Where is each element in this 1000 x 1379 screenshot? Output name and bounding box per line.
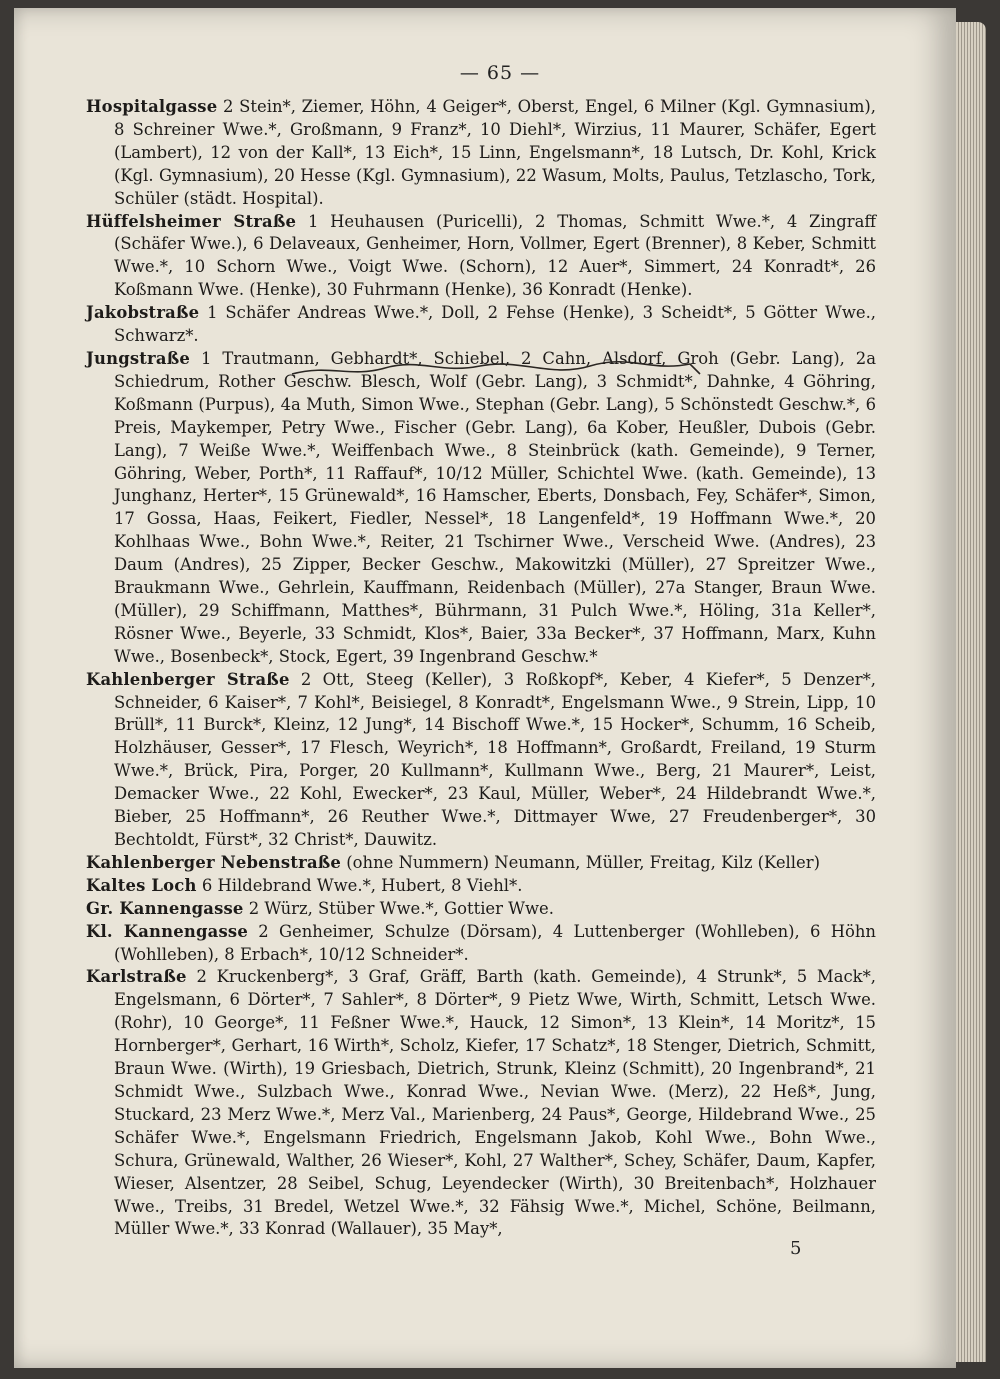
entry-text: (ohne Nummern) Neumann, Müller, Freitag, Kilz (Keller) xyxy=(346,852,820,872)
street-name: Kahlenberger Straße xyxy=(86,669,290,689)
street-name: Kl. Kannengasse xyxy=(86,921,248,941)
sheet-signature: 5 xyxy=(790,1238,802,1259)
street-name: Karlstraße xyxy=(86,967,187,987)
entry-kl-kannengasse xyxy=(86,921,876,967)
street-name: Jungstraße xyxy=(86,348,190,368)
entry-text: 1 Schäfer Andreas Wwe.*, Doll, 2 Fehse (Henke), 3 Scheidt*, 5 Götter Wwe., Schwarz*. xyxy=(114,303,876,346)
entry-hospitalgasse xyxy=(86,96,876,211)
entry-text: 2 Ott, Steeg (Keller), 3 Roßkopf*, Keber, 4 Kiefer*, 5 Denzer*, Schneider, 6 Kaiser*, 7 Kohl*, Beisiegel, 8 Konradt*, Engelsmann Wwe., 9 Strein, Lipp, 10 Brüll*, 11 Burck*, Kleinz, 12 Jung*, 14 Bischoff Wwe.*, 15 Hocker*, Schumm, 16 Scheib, Holzhäuser, Gesser*, 17 Flesch, Weyrich*, 18 Hoffmann*, Großardt, Freiland, 19 Sturm Wwe.*, Brück, Pira, Porger, 20 Kullmann*, Kullmann Wwe., Berg, 21 Maurer*, Leist, Demacker Wwe., 22 Kohl, Ewecker*, 23 Kaul, Müller, Weber*, 24 Hildebrandt Wwe.*, Bieber, 25 Hoffmann*, 26 Reuther Wwe.*, Dittmayer Wwe, 27 Freudenberger*, 30 Bechtoldt, Fürst*, 32 Christ*, Dauwitz. xyxy=(114,669,876,849)
entry-text: 6 Hildebrand Wwe.*, Hubert, 8 Viehl*. xyxy=(201,875,523,895)
street-name: Kahlenberger Nebenstraße xyxy=(86,852,342,872)
entry-kahlenberger-strasse xyxy=(86,669,876,852)
entry-kaltes-loch xyxy=(86,875,876,898)
street-name: Hospitalgasse xyxy=(86,97,218,116)
entry-kahlenberger-nebenstrasse xyxy=(86,852,876,875)
page-number: — 65 — xyxy=(459,62,541,84)
entry-jungstrasse xyxy=(86,348,876,669)
entry-text: 2 Würz, Stüber Wwe.*, Gottier Wwe. xyxy=(248,898,554,918)
street-name: Jakobstraße xyxy=(86,303,200,323)
entry-text: 2 Stein*, Ziemer, Höhn, 4 Geiger*, Oberst, Engel, 6 Milner (Kgl. Gymnasium), 8 Schreiner Wwe.*, Großmann, 9 Franz*, 10 Diehl*, Wirzius, 11 Maurer, Schäfer, Egert (Lambert), 12 von der Kall*, 13 Eich*, 15 Linn, Engelsmann*, 18 Lutsch, Dr. Kohl, Krick (Kgl. Gymnasium), 20 Hesse (Kgl. Gymnasium), 22 Wasum, Molts, Paulus, Tetzlascho, Tork, Schüler (städt. Hospital). xyxy=(114,97,876,208)
street-name: Kaltes Loch xyxy=(86,875,197,895)
page-edges xyxy=(956,22,986,1362)
entry-jakobstrasse xyxy=(86,302,876,348)
entry-text: 2 Kruckenberg*, 3 Graf, Gräff, Barth (kath. Gemeinde), 4 Strunk*, 5 Mack*, Engelsmann, 6 Dörter*, 7 Sahler*, 8 Dörter*, 9 Pietz Wwe, Wirth, Schmitt, Letsch Wwe. (Rohr), 10 George*, 11 Feßner Wwe.*, Hauck, 12 Simon*, 13 Klein*, 14 Moritz*, 15 Hornberger*, Gerhart, 16 Wirth*, Scholz, Kiefer, 17 Schatz*, 18 Stenger, Dietrich, Schmitt, Braun Wwe. (Wirth), 19 Griesbach, Dietrich, Strunk, Kleinz (Schmitt), 20 Ingenbrand*, 21 Schmidt Wwe., Sulzbach Wwe., Konrad Wwe., Nevian Wwe. (Merz), 22 Heß*, Jung, Stuckard, 23 Merz Wwe.*, Merz Val., Marienberg, 24 Paus*, George, Hildebrand Wwe., 25 Schäfer Wwe.*, Engelsmann Friedrich, Engelsmann Jakob, Kohl Wwe., Bohn Wwe., Schura, Grünewald, Walther, 26 Wieser*, Kohl, 27 Walther*, Schey, Schäfer, Daum, Kapfer, Wieser, Alsentzer, 28 Seibel, Schug, Leyendecker (Wirth), 30 Breitenbach*, Holzhauer Wwe., Treibs, 31 Bredel, Wetzel Wwe.*, 32 Fähsig Wwe.*, Michel, Schöne, Beilmann, Müller Wwe.*, 33 Konrad (Wallauer), 35 May*, xyxy=(114,967,876,1239)
street-name: Gr. Kannengasse xyxy=(86,898,244,918)
directory-listing xyxy=(86,96,876,1241)
handwritten-strikethrough xyxy=(290,352,710,384)
entry-text: 1 Heuhausen (Puricelli), 2 Thomas, Schmitt Wwe.*, 4 Zingraff (Schäfer Wwe.), 6 Delaveaux, Genheimer, Horn, Vollmer, Egert (Brenner), 8 Keber, Schmitt Wwe.*, 10 Schorn Wwe., Voigt Wwe. (Schorn), 12 Auer*, Simmert, 24 Konradt*, 26 Koßmann Wwe. (Henke), 30 Fuhrmann (Henke), 36 Konradt (Henke). xyxy=(114,211,876,300)
entry-text: 2 Genheimer, Schulze (Dörsam), 4 Luttenberger (Wohlleben), 6 Höhn (Wohlleben), 8 Erbach*, 10/12 Schneider*. xyxy=(114,921,876,964)
entry-karlstrasse xyxy=(86,966,876,1241)
street-name: Hüffelsheimer Straße xyxy=(86,211,297,231)
entry-text: 1 Trautmann, Gebhardt*, Schiebel, 2 Cahn, Alsdorf, Groh (Gebr. Lang), 2a Schiedrum, Rother Geschw. Blesch, Wolf (Gebr. Lang), 3 Schmidt*, Dahnke, 4 Göhring, Koßmann (Purpus), 4a Muth, Simon Wwe., Stephan (Gebr. Lang), 5 Schönstedt Geschw.*, 6 Preis, Maykemper, Petry Wwe., Fischer (Gebr. Lang), 6a Kober, Heußler, Dubois (Gebr. Lang), 7 Weiße Wwe.*, Weiffenbach Wwe., 8 Steinbrück (kath. Gemeinde), 9 Terner, Göhring, Weber, Porth*, 11 Raffauf*, 10/12 Müller, Schichtel Wwe. (kath. Gemeinde), 13 Junghanz, Herter*, 15 Grünewald*, 16 Hamscher, Eberts, Donsbach, Fey, Schäfer*, Simon, 17 Gossa, Haas, Feikert, Fiedler, Nessel*, 18 Langenfeld*, 19 Hoffmann Wwe.*, 20 Kohlhaas Wwe., Bohn Wwe.*, Reiter, 21 Tschirner Wwe., Verscheid Wwe. (Andres), 23 Daum (Andres), 25 Zipper, Becker Geschw., Makowitzki (Müller), 27 Spreitzer Wwe., Braukmann Wwe., Gehrlein, Kauffmann, Reidenbach (Müller), 27a Stanger, Braun Wwe. (Müller), 29 Schiffmann, Matthes*, Bührmann, 31 Pulch Wwe.*, Höling, 31a Keller*, Rösner Wwe., Beyerle, 33 Schmidt, Klos*, Baier, 33a Becker*, 37 Hoffmann, Marx, Kuhn Wwe., Bosenbeck*, Stock, Egert, 39 Ingenbrand Geschw.* xyxy=(114,348,877,666)
entry-hueffelsheimer-strasse xyxy=(86,211,876,303)
entry-gr-kannengasse xyxy=(86,898,876,921)
